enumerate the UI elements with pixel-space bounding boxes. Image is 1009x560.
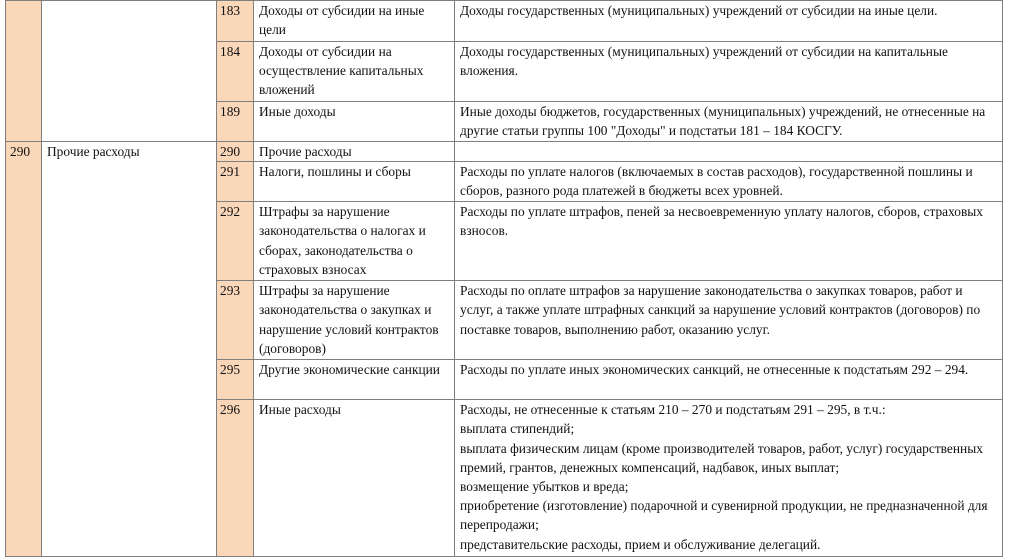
row-description: Иные доходы бюджетов, государственных (муниципальных) учреждений, не отнесенные на другие статьи группы 100 "Доходы" и подстатьи 181 – 184 КОСГУ. <box>455 102 1003 142</box>
row-name: Штрафы за нарушение законодательства о закупках и нарушение условий контрактов (договоров) <box>254 281 455 360</box>
row-code: 295 <box>217 360 254 400</box>
row-code: 292 <box>217 202 254 281</box>
row-name: Налоги, пошлины и сборы <box>254 162 455 202</box>
description-line: приобретение (изготовление) подарочной и сувенирной продукции, не предназначенной для перепродажи; <box>460 498 988 533</box>
row-code: 183 <box>217 1 254 42</box>
row-name: Штрафы за нарушение законодательства о налогах и сборах, законодательства о страховых взносах <box>254 202 455 281</box>
row-description: Доходы государственных (муниципальных) учреждений от субсидии на капитальные вложения. <box>455 42 1003 102</box>
row-name: Другие экономические санкции <box>254 360 455 400</box>
row-name: Прочие расходы <box>254 142 455 162</box>
row-name: Доходы от субсидии на осуществление капитальных вложений <box>254 42 455 102</box>
row-code: 293 <box>217 281 254 360</box>
description-line: выплата физическим лицам (кроме производителей товаров, работ, услуг) государственных премий, грантов, денежных компенсаций, надбавок, иных выплат; <box>460 440 983 475</box>
row-description: Расходы по уплате иных экономических санкций, не отнесенные к подстатьям 292 – 294. <box>455 360 1003 400</box>
description-line: представительские расходы, прием и обслуживание делегаций. <box>460 536 821 552</box>
group-code-cell-prev <box>6 1 42 142</box>
row-code: 290 <box>217 142 254 162</box>
kosgu-table <box>5 0 1003 557</box>
row-code: 291 <box>217 162 254 202</box>
row-description: Расходы по уплате штрафов, пеней за несвоевременную уплату налогов, сборов, страховых взносов. <box>455 202 1003 281</box>
row-name: Доходы от субсидии на иные цели <box>254 1 455 42</box>
table-row <box>6 142 1003 162</box>
row-code: 184 <box>217 42 254 102</box>
row-name: Иные расходы <box>254 400 455 557</box>
group-code-cell: 290 <box>6 142 42 557</box>
row-description: Доходы государственных (муниципальных) учреждений от субсидии на иные цели. <box>455 1 1003 42</box>
row-code: 189 <box>217 102 254 142</box>
row-description <box>455 142 1003 162</box>
description-line: выплата стипендий; <box>460 421 575 437</box>
row-name: Иные доходы <box>254 102 455 142</box>
row-description: Расходы по оплате штрафов за нарушение законодательства о закупках товаров, работ и услуг, а также уплате штрафных санкций за нарушение условий контрактов (договоров) по поставке товаров, выполнению работ, оказанию услуг. <box>455 281 1003 360</box>
row-code: 296 <box>217 400 254 557</box>
row-description <box>455 400 1003 557</box>
description-line: Расходы, не отнесенные к статьям 210 – 270 и подстатьям 291 – 295, в т.ч.: <box>460 402 886 418</box>
description-line: возмещение убытков и вреда; <box>460 479 629 495</box>
group-name-cell: Прочие расходы <box>42 142 217 557</box>
table-row <box>6 1 1003 42</box>
group-name-cell-prev <box>42 1 217 142</box>
row-description: Расходы по уплате налогов (включаемых в состав расходов), государственной пошлины и сборов, разного рода платежей в бюджеты всех уровней. <box>455 162 1003 202</box>
